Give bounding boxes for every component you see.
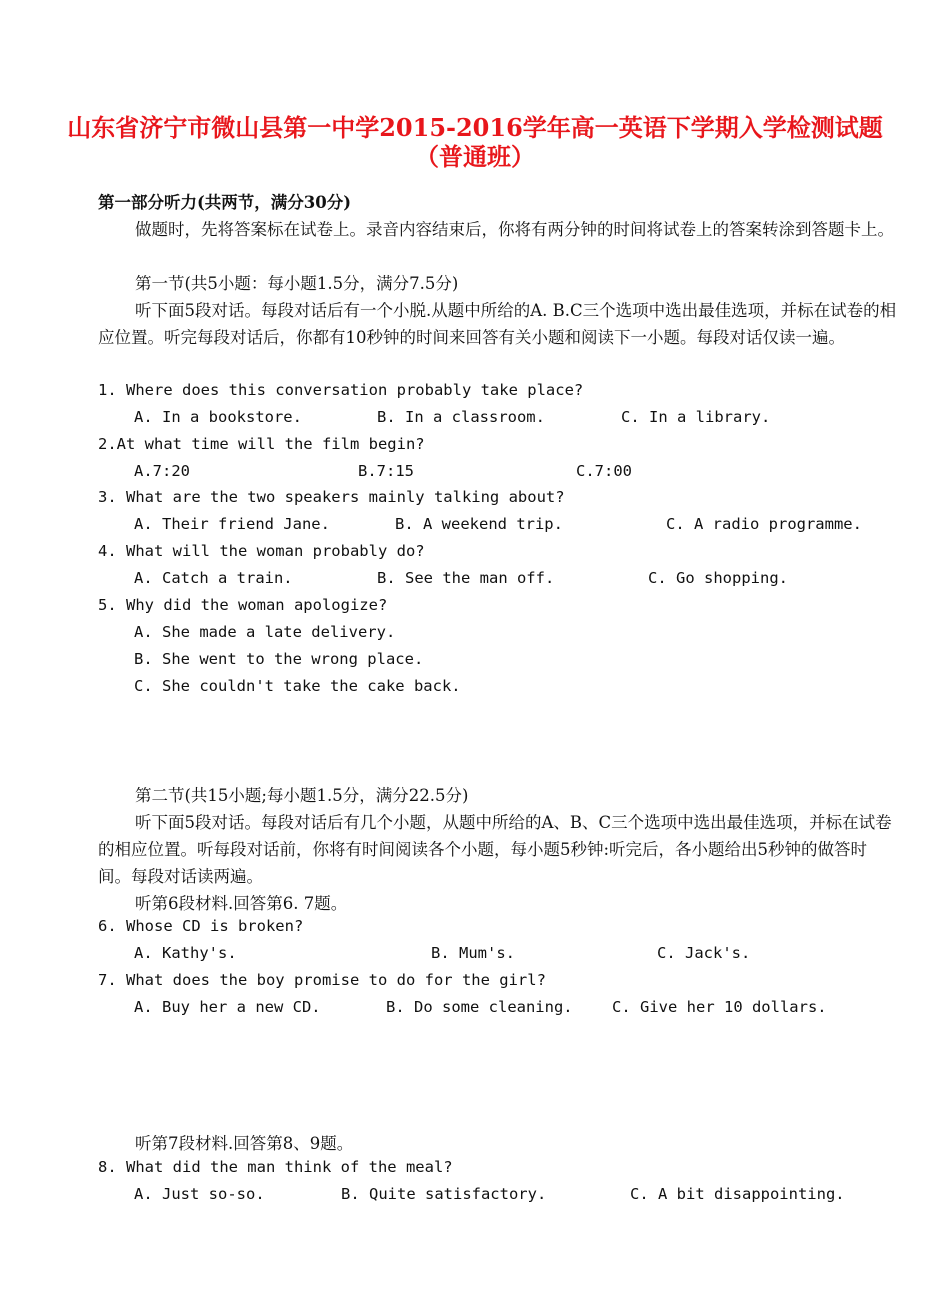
part1-instructions-text: 做题时，先将答案标在试卷上。录音内容结束后，你将有两分钟的时间将试卷上的答案转涂到答题卡上。 [135,220,894,239]
q3-option-b: B. A weekend trip. [395,515,563,533]
q2-option-b: B.7:15 [358,462,414,480]
section2-directions-text: 听下面5段对话。每段对话后有几个小题，从题中所给的A、B、C三个选项中选出最佳选项，并标在试卷的相应位置。听每段对话前，你将有时间阅读各个小题，每小题5秒钟:听完后，各小题给出5秒钟的做答时间。每段对话读两遍。 [98,813,892,886]
part1-instructions [98,216,900,243]
q1-option-c: C. In a library. [621,408,771,426]
page-subtitle: （普通班） [415,142,535,171]
q8-option-a: A. Just so-so. [134,1185,265,1203]
q6-option-b: B. Mum's. [431,944,515,962]
question-1: 1. Where does this conversation probably take place? [98,381,584,399]
section2-directions [98,809,900,890]
section2-heading: 第二节(共15小题;每小题1.5分，满分22.5分) [135,786,469,805]
q6-option-a: A. Kathy's. [134,944,237,962]
question-5: 5. Why did the woman apologize? [98,596,388,614]
q2-option-c: C.7:00 [576,462,632,480]
material-6-instruction: 听第6段材料.回答第6. 7题。 [135,894,348,913]
q5-option-c: C. She couldn't take the cake back. [134,677,461,695]
question-3: 3. What are the two speakers mainly talking about? [98,488,565,506]
q5-option-b: B. She went to the wrong place. [134,650,424,668]
q8-option-b: B. Quite satisfactory. [341,1185,547,1203]
q4-option-a: A. Catch a train. [134,569,293,587]
q1-option-b: B. In a classroom. [377,408,545,426]
question-7: 7. What does the boy promise to do for the girl? [98,971,546,989]
q6-option-c: C. Jack's. [657,944,751,962]
material-7-instruction: 听第7段材料.回答第8、9题。 [135,1134,354,1153]
q7-option-a: A. Buy her a new CD. [134,998,321,1016]
q7-option-b: B. Do some cleaning. [386,998,573,1016]
page-title: 山东省济宁市微山县第一中学2015-2016学年高一英语下学期入学检测试题 [67,113,883,142]
question-8: 8. What did the man think of the meal? [98,1158,453,1176]
q3-option-c: C. A radio programme. [666,515,862,533]
q4-option-c: C. Go shopping. [648,569,788,587]
q7-option-c: C. Give her 10 dollars. [612,998,827,1016]
q4-option-b: B. See the man off. [377,569,555,587]
question-2: 2.At what time will the film begin? [98,435,425,453]
section1-directions-text: 听下面5段对话。每段对话后有一个小脱.从题中所给的A. B.C三个选项中选出最佳选项，并标在试卷的相应位置。听完每段对话后，你都有10秒钟的时间来回答有关小题和阅读下一小题。每段对话仅读一遍。 [98,301,897,347]
question-4: 4. What will the woman probably do? [98,542,425,560]
q3-option-a: A. Their friend Jane. [134,515,330,533]
q5-option-a: A. She made a late delivery. [134,623,396,641]
section1-directions [98,297,900,351]
q8-option-c: C. A bit disappointing. [630,1185,845,1203]
section1-heading: 第一节(共5小题：每小题1.5分，满分7.5分) [135,274,459,293]
q2-option-a: A.7:20 [134,462,190,480]
q1-option-a: A. In a bookstore. [134,408,302,426]
question-6: 6. Whose CD is broken? [98,917,304,935]
part1-heading: 第一部分听力(共两节，满分30分) [98,193,352,212]
